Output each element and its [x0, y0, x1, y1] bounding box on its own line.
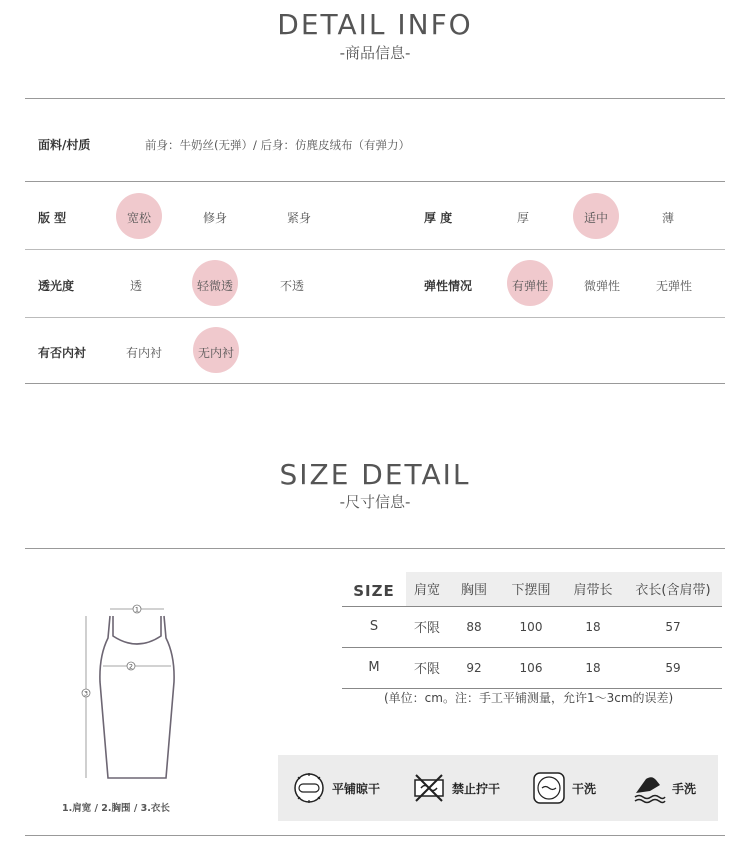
fit-option-tight: 紧身	[286, 211, 311, 225]
garment-diagram	[70, 600, 185, 785]
no-wring-icon	[412, 771, 446, 805]
dry-icon	[532, 771, 566, 805]
detail-title-en: DETAIL INFO	[277, 8, 473, 41]
thickness-option-thick: 厚	[516, 211, 529, 225]
table-cell: 18	[562, 606, 624, 647]
divider	[25, 835, 725, 836]
table-row	[342, 606, 722, 647]
thickness-label: 厚 度	[424, 211, 453, 225]
care-item-hand-wash	[632, 755, 696, 821]
table-cell: 不限	[406, 647, 448, 688]
table-cell: 88	[448, 606, 500, 647]
divider	[25, 548, 725, 549]
divider	[25, 181, 725, 182]
size-cell: M	[342, 647, 406, 688]
transparency-option-opaque: 不透	[279, 279, 304, 293]
header-cell: 衣长(含肩带)	[624, 572, 722, 606]
fabric-value: 前身：牛奶丝(无弹）/ 后身：仿麂皮绒布（有弹力）	[145, 138, 411, 152]
marker-1: 1	[134, 605, 140, 614]
elasticity-option-none: 无弹性	[655, 279, 692, 293]
lining-label: 有否内衬	[38, 346, 87, 360]
divider	[25, 98, 725, 99]
fit-option-loose: 宽松	[126, 211, 151, 225]
divider	[25, 383, 725, 384]
care-item-no-wring	[412, 755, 500, 821]
fit-option-slim: 修身	[202, 211, 227, 225]
transparency-option-sheer: 透	[129, 279, 142, 293]
table-cell: 106	[500, 647, 562, 688]
thickness-option-thin: 薄	[661, 211, 674, 225]
care-label: 禁止拧干	[452, 781, 501, 796]
header-cell: 肩带长	[562, 572, 624, 606]
table-cell: 92	[448, 647, 500, 688]
elasticity-label: 弹性情况	[424, 279, 473, 293]
detail-title-cn: -商品信息-	[339, 44, 411, 62]
table-cell: 100	[500, 606, 562, 647]
diagram-caption: 1.肩宽 / 2.胸围 / 3.衣长	[62, 803, 170, 814]
lining-option-yes: 有内衬	[125, 346, 162, 360]
table-cell: 59	[624, 647, 722, 688]
table-header-row	[342, 572, 722, 606]
size-note: (单位：cm。注：手工平铺测量，允许1～3cm的误差)	[384, 691, 674, 705]
thickness-option-medium: 适中	[583, 211, 608, 225]
lining-option-no: 无内衬	[197, 346, 234, 360]
fit-label: 版 型	[38, 211, 67, 225]
marker-3: 3	[83, 689, 89, 698]
care-label: 平铺晾干	[332, 781, 381, 796]
header-cell: 胸围	[448, 572, 500, 606]
marker-2: 2	[128, 662, 134, 671]
header-cell: 下摆围	[500, 572, 562, 606]
table-row	[342, 647, 722, 688]
care-label: 干洗	[572, 781, 597, 796]
flat-dry-icon	[292, 771, 326, 805]
care-item-dry	[532, 755, 596, 821]
table-cell: 18	[562, 647, 624, 688]
header-cell: SIZE	[342, 572, 406, 606]
divider	[25, 249, 725, 250]
care-label: 手洗	[672, 781, 697, 796]
care-panel	[278, 755, 718, 821]
care-item-flat-dry	[292, 755, 380, 821]
table-cell: 不限	[406, 606, 448, 647]
hand-wash-icon	[632, 771, 666, 805]
elasticity-option-slight: 微弹性	[583, 279, 620, 293]
elasticity-option-stretch: 有弹性	[511, 279, 548, 293]
fabric-label: 面料/村质	[38, 138, 91, 152]
transparency-option-slight: 轻微透	[196, 279, 233, 293]
divider	[25, 317, 725, 318]
size-title-en: SIZE DETAIL	[279, 458, 471, 491]
transparency-label: 透光度	[38, 279, 75, 293]
size-table	[342, 572, 722, 689]
size-title-cn: -尺寸信息-	[339, 493, 411, 511]
table-cell: 57	[624, 606, 722, 647]
header-cell: 肩宽	[406, 572, 448, 606]
size-cell: S	[342, 606, 406, 647]
